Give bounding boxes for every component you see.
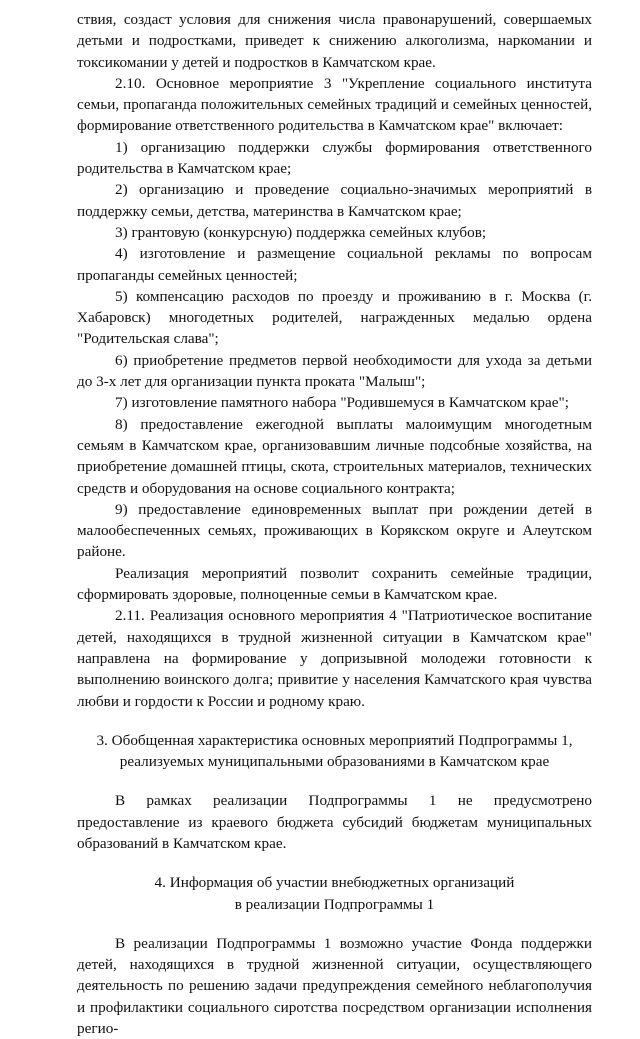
list-item-4: 4) изготовление и размещение социальной рекламы по вопросам пропаганды семейных ценностей; xyxy=(77,245,592,284)
spacer xyxy=(77,915,592,933)
section-3-heading-line-1: 3. Обобщенная характеристика основных мероприятий Подпрограммы 1, xyxy=(96,731,573,749)
list-item-5: 5) компенсацию расходов по проезду и проживанию в г. Москва (г. Хабаровск) многодетных родителей, награжденных медалью ордена "Родительская слава"; xyxy=(77,287,592,348)
document-page xyxy=(77,9,592,1039)
list-item-6: 6) приобретение предметов первой необходимости для ухода за детьми до 3-х лет для организации пункта проката "Малыш"; xyxy=(77,351,592,391)
section-4-heading xyxy=(77,872,592,915)
paragraph-section-3: В рамках реализации Подпрограммы 1 не предусмотрено предоставление из краевого бюджета субсидий бюджетам муниципальных образований в Камчатском крае. xyxy=(77,792,592,852)
spacer xyxy=(77,712,592,730)
section-3-heading xyxy=(77,730,592,773)
section-3-heading-line-2: реализуемых муниципальными образованиями в Камчатском крае xyxy=(119,753,550,771)
section-4-heading-line-2: в реализации Подпрограммы 1 xyxy=(234,895,435,913)
list-item-7: 7) изготовление памятного набора "Родившемуся в Камчатском крае"; xyxy=(115,394,569,412)
list-item-9: 9) предоставление единовременных выплат при рождении детей в малообеспеченных семьях, проживающих в Корякском округе и Алеутском районе. xyxy=(77,500,592,561)
list-item-3: 3) грантовую (конкурсную) поддержка семейных клубов; xyxy=(115,223,487,241)
spacer xyxy=(77,772,592,790)
paragraph-result: Реализация мероприятий позволит сохранить семейные традиции, сформировать здоровые, полноценные семьи в Камчатском крае. xyxy=(77,564,592,604)
list-item-8: 8) предоставление ежегодной выплаты малоимущим многодетным семьям в Камчатском крае, организовавшим личные подсобные хозяйства, на приобретение домашней птицы, скота, строительных материалов, технических средств и оборудования на основе социального контракта; xyxy=(77,415,592,497)
section-4-heading-line-1: 4. Информация об участии внебюджетных организаций xyxy=(154,874,515,892)
list-item-1: 1) организацию поддержки службы формирования ответственного родительства в Камчатском крае; xyxy=(77,138,592,178)
measures-list xyxy=(77,137,592,563)
paragraph-2-10: 2.10. Основное мероприятие 3 "Укрепление социального института семьи, пропаганда положительных семейных традиций и семейных ценностей, формирование ответственного родительства в Камчатском крае" включает: xyxy=(77,74,592,135)
paragraph-intro: ствия, создаст условия для снижения числа правонарушений, совершаемых детьми и подростками, приведет к снижению алкоголизма, наркомании и токсикомании у детей и подростков в Камчатском крае. xyxy=(77,11,592,71)
spacer xyxy=(77,854,592,872)
paragraph-2-11: 2.11. Реализация основного мероприятия 4 "Патриотическое воспитание детей, находящихся в трудной жизненной ситуации в Камчатском крае" направлена на формирование у допризывной молодежи готовности к выполнению воинского долга; привитие у населения Камчатского края чувства любви и гордости к России и родному краю. xyxy=(77,607,592,710)
list-item-2: 2) организацию и проведение социально-значимых мероприятий в поддержку семьи, детства, материнства в Камчатском крае; xyxy=(77,181,592,220)
paragraph-section-4: В реализации Подпрограммы 1 возможно участие Фонда поддержки детей, находящихся в трудной жизненной ситуации, осуществляющего деятельность по решению задачи предупреждения семейного неблагополучия и профилактики социального сиротства посредством организации исполнения регио- xyxy=(77,934,592,1038)
